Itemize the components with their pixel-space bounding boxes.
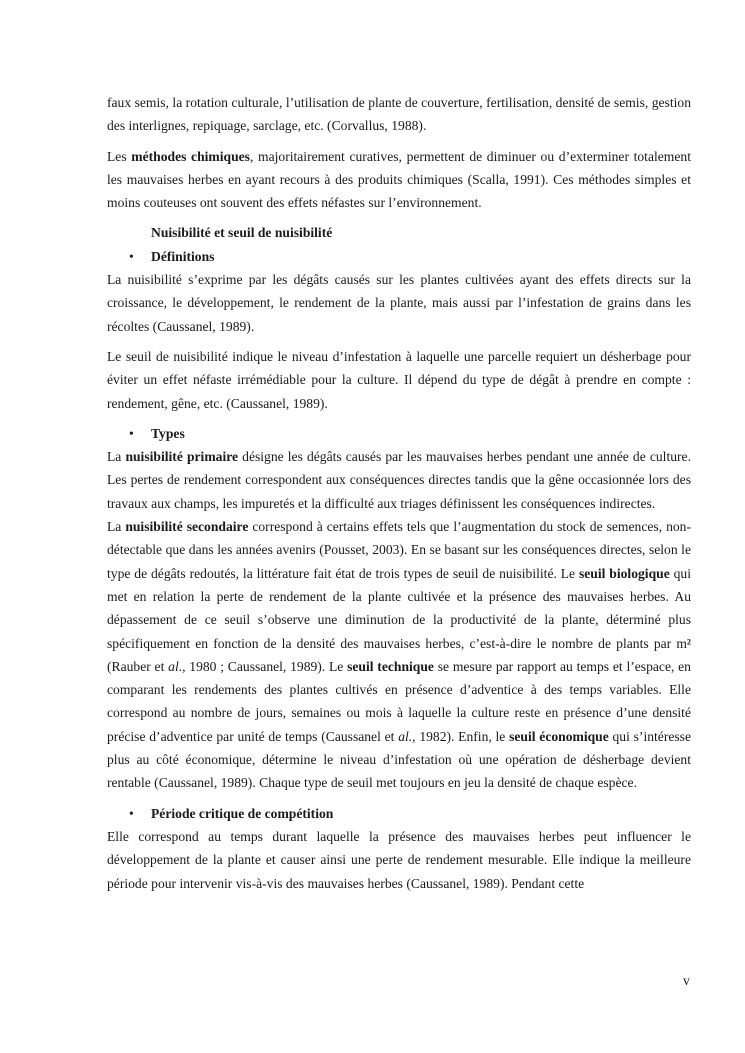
paragraph-secondary-nuisibility bbox=[107, 515, 691, 795]
paragraph-primary-nuisibility bbox=[107, 445, 691, 515]
section-heading: Nuisibilité et seuil de nuisibilité bbox=[151, 225, 333, 241]
paragraph-critical-period: Elle correspond au temps durant laquelle la présence des mauvaises herbes peut influencer le développement de la plante et causer ainsi une perte de rendement mesurable. Elle indique la meilleure période pour intervenir vis-à-vis des mauvaises herbes (Caussanel, 1989). Pendant cette bbox=[107, 828, 691, 891]
bullet-definitions bbox=[107, 245, 691, 268]
text-run: qui s’intéresse plus au côté économique, détermine le niveau d’infestation où une opération de désherbage devient rentable (Caussanel, 1989). Chaque type de seuil met toujours en jeu la densité de chaque espèce. bbox=[107, 728, 692, 791]
paragraph-chemical-methods bbox=[107, 145, 691, 215]
bold-term-chemical-methods: méthodes chimiques bbox=[131, 148, 250, 164]
italic-al: al bbox=[168, 658, 179, 674]
text-run: La bbox=[107, 449, 126, 465]
text-run: se mesure par rapport au temps et l’espace, en comparant les rendements des plantes cultivés en présence d’adventice à des temps variables. Elle correspond au nombre de jours, semaines ou mois à laquelle la culture reste en présence d’une densité précise d’adventice par unité de temps (Caussanel et bbox=[107, 658, 691, 744]
text-run: désigne les dégâts causés par les mauvaises herbes pendant une année de culture. Les pertes de rendement correspondent aux conséquences directes tandis que la gêne occasionnée lors des travaux aux champs, les impuretés et la difficulté aux triages définissent les conséquences indirectes. bbox=[107, 449, 691, 511]
bold-term-secondary-nuisibility: nuisibilité secondaire bbox=[125, 519, 249, 535]
text-run: qui met en relation la perte de rendement de la plante cultivée et la présence des mauvaises herbes. Au dépassement de ce seuil s’observe une diminution de la productivité de la plante, déterminé plus spécifiquement en fonction de la densité des mauvaises herbes, c’est-à-dire le nombre de plants par m bbox=[107, 565, 691, 651]
bullet-label: Période critique de compétition bbox=[151, 805, 334, 821]
text-run: , majoritairement curatives, permettent de diminuer ou d’exterminer totalement les mauvaises herbes en ayant recours à des produits chimiques (Scalla, 1991). Ces méthodes simples et moins couteuses ont souvent des effets néfastes sur l’environnement. bbox=[107, 148, 691, 211]
text-run: , 1982). Enfin, le bbox=[412, 728, 510, 744]
page-number: v bbox=[683, 973, 690, 988]
bullet-critical-period bbox=[107, 802, 691, 825]
text-run: Les bbox=[107, 148, 132, 164]
text-run: ., 1980 ; Caussanel, 1989). Le bbox=[178, 658, 348, 674]
document-page bbox=[107, 91, 691, 895]
bullet-icon: • bbox=[129, 425, 134, 441]
bold-term-biological-threshold: seuil biologique bbox=[578, 565, 670, 581]
bullet-types bbox=[107, 422, 691, 445]
paragraph-nuisibility-definition: La nuisibilité s’exprime par les dégâts causés sur les plantes cultivées ayant des effets directs sur la croissance, le développement, le rendement de la plante, mais aussi par l’infestation de grains dans les récoltes (Caussanel, 1989). bbox=[107, 272, 691, 334]
italic-al: al. bbox=[398, 728, 413, 744]
text-run: (Rauber et bbox=[107, 658, 169, 674]
bold-term-technical-threshold: seuil technique bbox=[347, 658, 434, 674]
bullet-icon: • bbox=[129, 805, 134, 821]
bold-term-primary-nuisibility: nuisibilité primaire bbox=[125, 449, 239, 465]
bullet-icon: • bbox=[129, 248, 134, 264]
bold-term-economic-threshold: seuil économique bbox=[509, 728, 609, 744]
bullet-label: Définitions bbox=[151, 248, 215, 264]
text-run: correspond à certains effets tels que l’augmentation du stock de semences, non-détectable que dans les années avenirs (Pousset, 2003). En se basant sur les conséquences directes, selon le type de dégâts redoutés, la littérature fait état de trois types de seuil de nuisibilité. Le bbox=[107, 519, 691, 581]
superscript-square: ² bbox=[686, 635, 691, 651]
paragraph-cultural-methods: faux semis, la rotation culturale, l’utilisation de plante de couverture, fertilisation, densité de semis, gestion des interlignes, repiquage, sarclage, etc. (Corvallus, 1988). bbox=[107, 95, 691, 134]
bullet-label: Types bbox=[151, 425, 185, 441]
text-run: La bbox=[107, 519, 126, 535]
paragraph-threshold-definition: Le seuil de nuisibilité indique le niveau d’infestation à laquelle une parcelle requiert un désherbage pour éviter un effet néfaste irrémédiable pour la culture. Il dépend du type de dégât à prendre en compte : rendement, gêne, etc. (Caussanel, 1989). bbox=[107, 348, 691, 411]
